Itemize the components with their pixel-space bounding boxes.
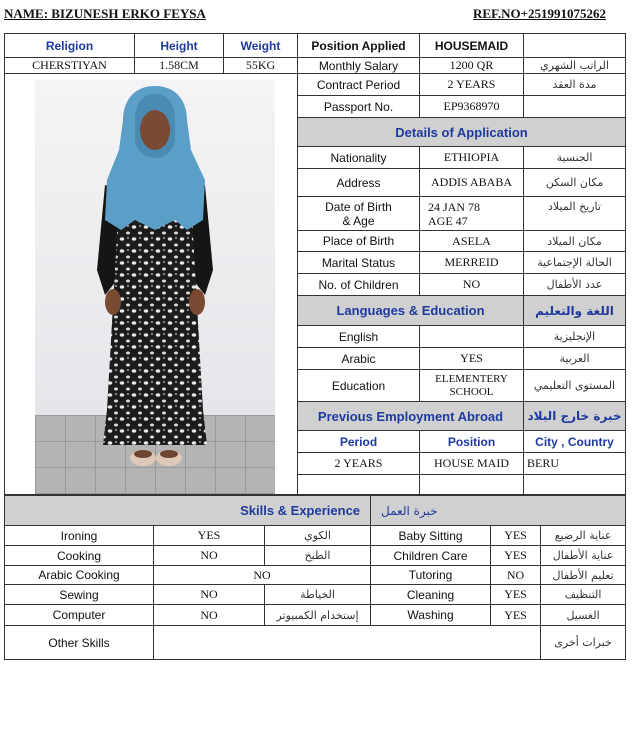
dob-label (298, 197, 420, 231)
skill-babysitting-arabic: عناية الرضيع (541, 526, 626, 546)
contract-value: 2 YEARS (420, 74, 524, 96)
weight-value: 55KG (224, 58, 298, 74)
employment-empty-3 (524, 475, 626, 495)
religion-value: CHERSTIYAN (5, 58, 135, 74)
nationality-arabic: الجنسية (524, 147, 626, 169)
skills-table (4, 495, 626, 660)
skill-babysitting-label: Baby Sitting (371, 526, 491, 546)
education-line2: SCHOOL (449, 385, 494, 398)
skill-computer-label: Computer (5, 605, 154, 626)
candidate-photo (35, 80, 275, 494)
skill-sewing-value: NO (154, 585, 265, 605)
skill-washing-label: Washing (371, 605, 491, 626)
religion-header: Religion (5, 34, 135, 58)
other-skills-arabic: خبرات أخرى (541, 626, 626, 660)
candidate-name: NAME: BIZUNESH ERKO FEYSA (4, 6, 206, 21)
dob-value (420, 197, 524, 231)
arabic-label: Arabic (298, 348, 420, 370)
employment-empty-1 (298, 475, 420, 495)
skill-ironing-label: Ironing (5, 526, 154, 546)
skill-ironing-arabic: الكوي (265, 526, 371, 546)
nationality-value: ETHIOPIA (420, 147, 524, 169)
other-skills-value (154, 626, 541, 660)
position-header: Position (420, 431, 524, 453)
arabic-value: YES (420, 348, 524, 370)
skill-cleaning-label: Cleaning (371, 585, 491, 605)
skill-cleaning-arabic: التنظيف (541, 585, 626, 605)
address-value: ADDIS ABABA (420, 169, 524, 197)
skills-section-title: Skills & Experience (5, 496, 371, 526)
skill-computer-arabic: إستخدام الكمبيوتر (265, 605, 371, 626)
height-value: 1.58CM (135, 58, 224, 74)
skill-washing-value: YES (491, 605, 541, 626)
employment-section-arabic: خبرة خارج البلاد (524, 402, 626, 431)
skill-tutoring-arabic: تعليم الأطفال (541, 566, 626, 585)
skill-cleaning-value: YES (491, 585, 541, 605)
employment-city: BERU (524, 453, 626, 475)
employment-position: HOUSE MAID (420, 453, 524, 475)
children-label: No. of Children (298, 274, 420, 296)
employment-empty-2 (420, 475, 524, 495)
address-arabic: مكان السكن (524, 169, 626, 197)
skill-ironing-value: YES (154, 526, 265, 546)
salary-value: 1200 QR (420, 58, 524, 74)
languages-section-title: Languages & Education (298, 296, 524, 326)
skill-sewing-label: Sewing (5, 585, 154, 605)
reference-number: REF.NO+251991075262 (473, 6, 606, 21)
passport-value: EP9368970 (420, 96, 524, 118)
other-skills-label: Other Skills (5, 626, 154, 660)
skills-section-arabic-cell (371, 496, 626, 526)
position-value: HOUSEMAID (420, 34, 524, 58)
skill-sewing-arabic: الخياطة (265, 585, 371, 605)
contract-arabic: مدة العقد (524, 74, 626, 96)
skill-tutoring-value: NO (491, 566, 541, 585)
dob-label-line1: Date of Birth (325, 199, 392, 214)
salary-arabic: الراتب الشهري (524, 58, 626, 74)
children-arabic: عدد الأطفال (524, 274, 626, 296)
skill-childcare-arabic: عناية الأطفال (541, 546, 626, 566)
dob-age: AGE 47 (428, 213, 468, 228)
passport-label: Passport No. (298, 96, 420, 118)
birthplace-label: Place of Birth (298, 231, 420, 252)
skill-arabic-cooking-label: Arabic Cooking (5, 566, 154, 585)
employment-section-title: Previous Employment Abroad (298, 402, 524, 431)
contract-label: Contract Period (298, 74, 420, 96)
birthplace-arabic: مكان الميلاد (524, 231, 626, 252)
marital-value: MERREID (420, 252, 524, 274)
skills-section-arabic: خبرة العمل (381, 503, 438, 518)
period-header: Period (298, 431, 420, 453)
address-label: Address (298, 169, 420, 197)
position-label: Position Applied (298, 34, 420, 58)
skill-washing-arabic: الغسيل (541, 605, 626, 626)
english-arabic: الإنجليزية (524, 326, 626, 348)
languages-section-arabic: اللغة والتعليم (524, 296, 626, 326)
dob-date: 24 JAN 78 (428, 199, 481, 214)
nationality-label: Nationality (298, 147, 420, 169)
education-label: Education (298, 370, 420, 402)
children-value: NO (420, 274, 524, 296)
marital-arabic: الحالة الإجتماعية (524, 252, 626, 274)
education-line1: ELEMENTERY (435, 372, 508, 385)
dob-label-line2: & Age (342, 213, 375, 228)
skill-babysitting-value: YES (491, 526, 541, 546)
employment-period: 2 YEARS (298, 453, 420, 475)
arabic-arabic: العربية (524, 348, 626, 370)
education-value (420, 370, 524, 402)
skill-cooking-arabic: الطبخ (265, 546, 371, 566)
height-header: Height (135, 34, 224, 58)
skill-cooking-value: NO (154, 546, 265, 566)
marital-label: Marital Status (298, 252, 420, 274)
skill-cooking-label: Cooking (5, 546, 154, 566)
english-label: English (298, 326, 420, 348)
skill-computer-value: NO (154, 605, 265, 626)
english-value (420, 326, 524, 348)
skill-childcare-label: Children Care (371, 546, 491, 566)
passport-arabic (524, 96, 626, 118)
weight-header: Weight (224, 34, 298, 58)
birthplace-value: ASELA (420, 231, 524, 252)
skill-childcare-value: YES (491, 546, 541, 566)
person-figure (35, 80, 275, 494)
application-section-title: Details of Application (298, 118, 626, 147)
skill-tutoring-label: Tutoring (371, 566, 491, 585)
education-arabic: المستوى التعليمي (524, 370, 626, 402)
city-header: City , Country (524, 431, 626, 453)
skill-arabic-cooking-value: NO (154, 566, 371, 585)
dob-arabic: تاريخ الميلاد (524, 197, 626, 231)
salary-label: Monthly Salary (298, 58, 420, 74)
